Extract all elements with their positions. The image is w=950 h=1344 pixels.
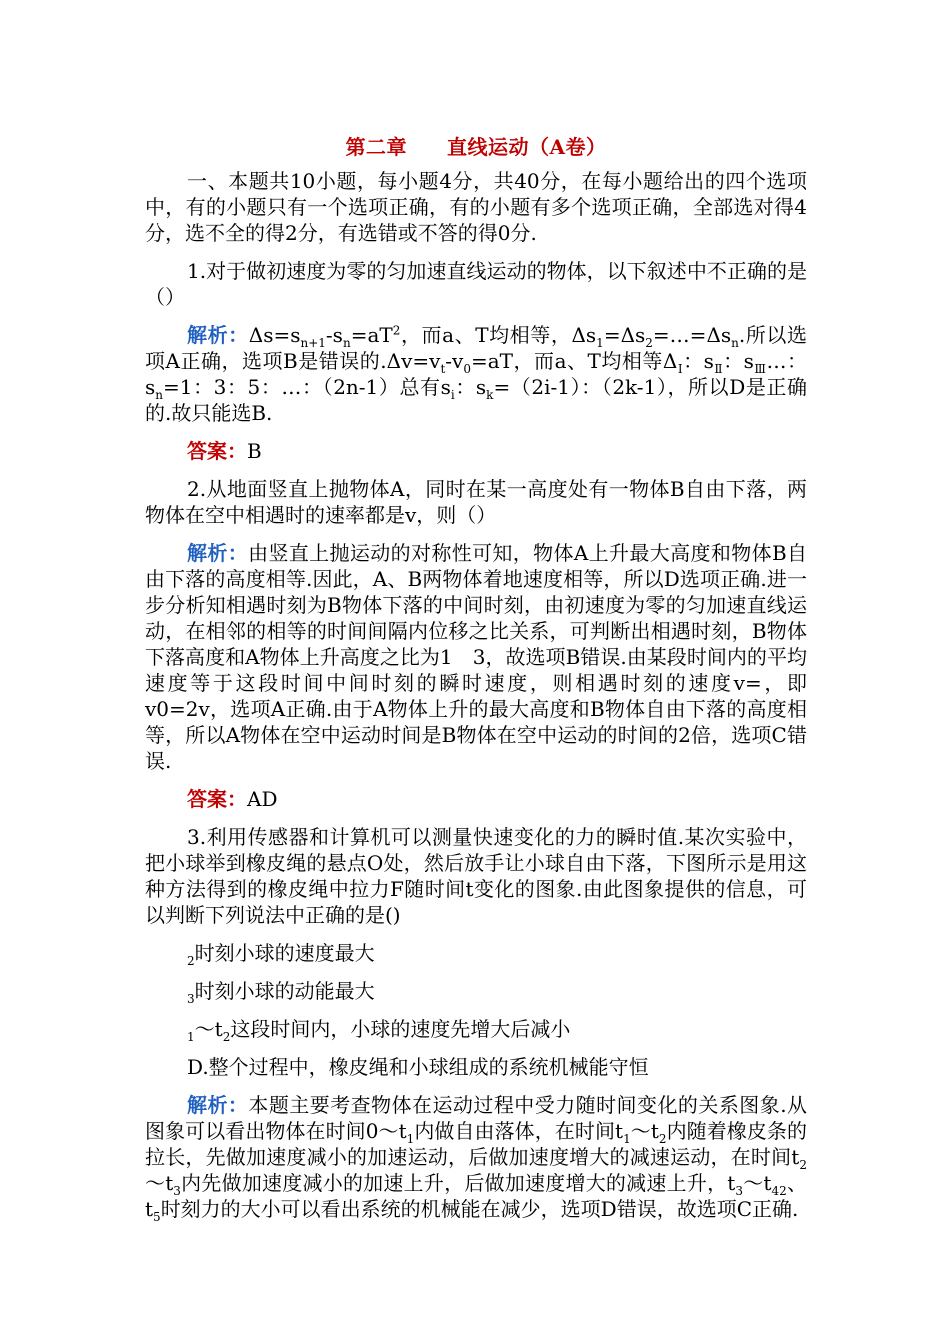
answer-label: 答案： [187,439,247,463]
analysis-label: 解析： [187,1093,249,1117]
question-1-analysis: 解析：$\Delta s=s_{n+1}-s_n=aT^2$，而a、T均相等，$\Delta s_1=\Delta s_2=\dots=\Delta s_n$.所以选项A正确，选项B是错误的$.\Delta v=v_t-v_0=aT$，而a、T均相等$\Delta_Ⅰ$：$s_Ⅱ$：$s_Ⅲ\dots$：$s_n=1$：3：5：…：（2n-1）总有$s_i$：$s_k=(2i-1)$：（2k-1），所以D是正确的.故只能选B. [145,323,808,425]
answer-label: 答案： [187,787,247,811]
chapter-name: 直线运动（A卷） [446,135,607,159]
question-3-analysis: 解析：本题主要考查物体在运动过程中受力随时间变化的关系图象.从图象可以看出物体在时间$0\sim t_1$内做自由落体，在时间$t_1\sim t_2$内随着橡皮条的拉长，先做加速度减小的加速运动，后做加速度增大的减速运动，在时间$t_2\sim t_3$内先做加速度减小的加速上升，后做加速度增大的减速上升，$t_3\sim t_{42}$、$t_5$时刻力的大小可以看出系统的机械能在减少，选项D错误，故选项C正确. [145,1093,808,1224]
analysis-label: 解析： [187,323,249,347]
question-3-stem: 3.利用传感器和计算机可以测量快速变化的力的瞬时值.某次实验中，把小球举到橡皮绳的悬点O处，然后放手让小球自由下落，下图所示是用这种方法得到的橡皮绳中拉力F随时间t变化的图象.由此图象提供的信息，可以判断下列说法中正确的是() [145,825,807,927]
chapter-number: 第二章 [345,135,407,159]
question-1-stem: 1.对于做初速度为零的匀加速直线运动的物体，以下叙述中不正确的是（） [145,259,807,309]
question-3-option-b: $_3$时刻小球的动能最大 [187,979,375,1006]
question-3-option-a: $_2$时刻小球的速度最大 [187,941,375,968]
answer-value: AD [247,787,278,811]
question-2-analysis: 解析：由竖直上抛运动的对称性可知，物体A上升最大高度和物体B自由下落的高度相等.因此，A、B两物体着地速度相等，所以D选项正确.进一步分析知相遇时刻为B物体下落的中间时刻，由初速度为零的匀加速直线运动，在相邻的相等的时间间隔内位移之比关系，可判断出相遇时刻，B物体下落高度和A物体上升高度之比为1 3，故选项B错误.由某段时间内的平均速度等于这段时间中间时刻的瞬时速度，则相遇时刻的速度v=，即v0=2v，选项A正确.由于A物体上升的最大高度和B物体自由下落的高度相等，所以A物体在空中运动时间是B物体在空中运动的时间的2倍，选项C错误. [145,541,808,773]
chapter-title [145,134,807,160]
question-2-stem: 2.从地面竖直上抛物体A，同时在某一高度处有一物体B自由下落，两物体在空中相遇时的速率都是v，则（） [145,477,807,527]
analysis-label: 解析： [187,541,249,565]
answer-value: B [247,439,262,463]
instructions: 一、本题共10小题，每小题4分，共40分，在每小题给出的四个选项中，有的小题只有一个选项正确，有的小题有多个选项正确，全部选对得4分，选不全的得2分，有选错或不答的得0分. [145,169,807,245]
question-3-option-d: D.整个过程中，橡皮绳和小球组成的系统机械能守恒 [187,1055,649,1079]
question-1-answer [145,438,807,464]
question-2-answer [145,786,807,812]
document-page [145,130,807,1234]
question-3-option-c: $_1\sim t_2$这段时间内，小球的速度先增大后减小 [187,1017,571,1044]
